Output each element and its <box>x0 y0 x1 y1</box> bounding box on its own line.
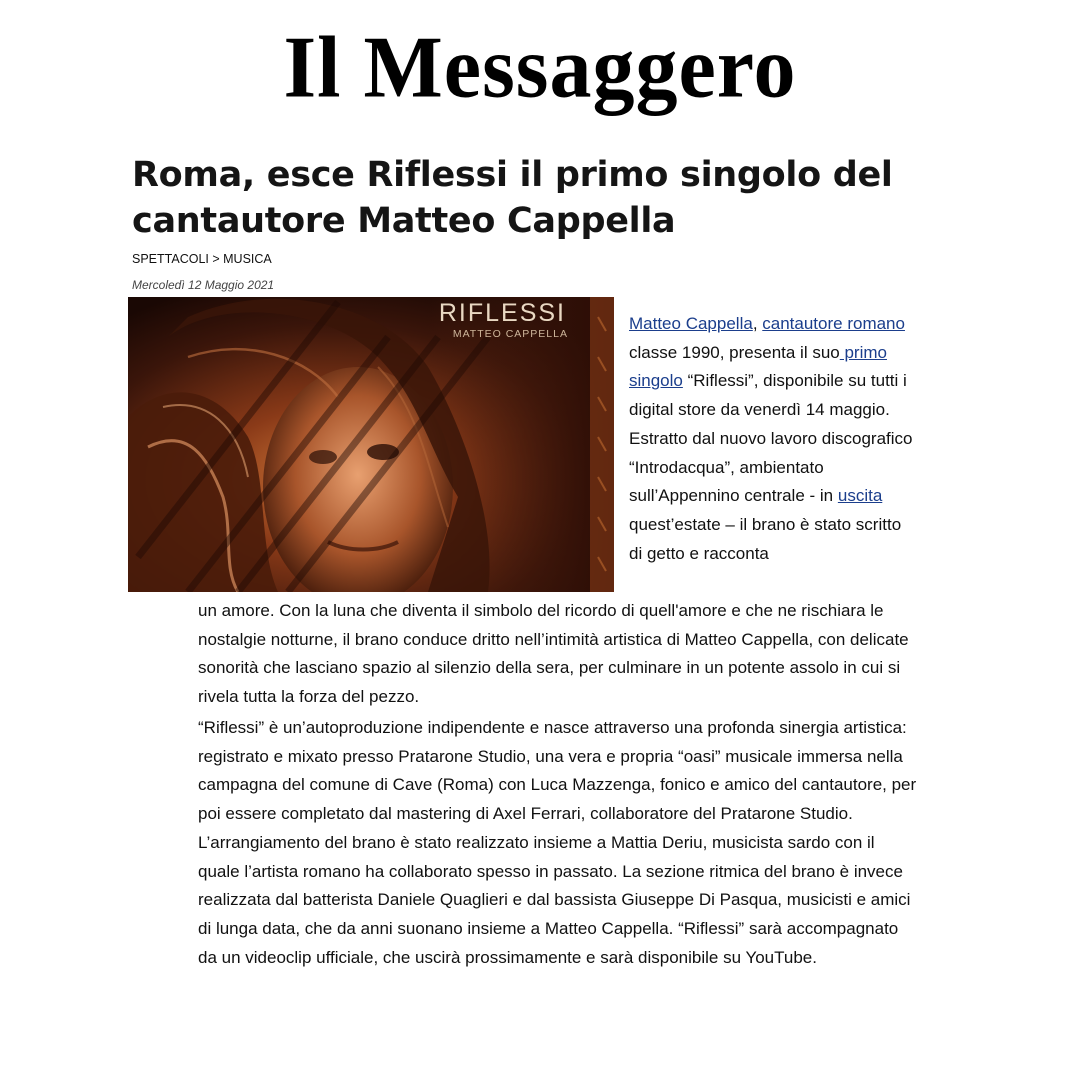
cover-subtitle: MATTEO CAPPELLA <box>452 328 568 340</box>
article-lead-continuation: un amore. Con la luna che diventa il simbolo del ricordo di quell'amore e che ne rischiara le nostalgie notturne, il brano conduce dritto nell’intimità artistica di Matteo Cappella, con delicate sonorità che lasciano spazio al silenzio della sera, per culminare in un potente assolo in cui si rivela tutta la forza del pezzo. <box>198 601 909 707</box>
article-paragraph-2: “Riflessi” è un’autoproduzione indipendente e nasce attraverso una profonda sinergia artistica: registrato e mixato presso Pratarone Studio, una vera e propria “oasi” musicale immersa nella campagna del comune di Cave (Roma) con Luca Mazzenga, fonico e amico del cantautore, per poi essere completato dal mastering di Axel Ferrari, collaboratore del Pratarone Studio. L’arrangiamento del brano è stato realizzato insieme a Mattia Deriu, musicista sardo con il quale l’artista romano ha collaborato spesso in passato. La sezione ritmica del brano è invece realizzata dal batterista Daniele Quaglieri e dal bassista Giuseppe Di Pasqua, musicisti e amici di lunga data, che da anni suonano insieme a Matteo Cappella. “Riflessi” sarà accompagnato da un videoclip ufficiale, che uscirà prossimamente e sarà disponibile su YouTube. <box>198 718 917 967</box>
breadcrumb-subsection-link[interactable]: MUSICA <box>223 252 272 266</box>
link-uscita[interactable]: uscita <box>837 486 883 506</box>
cover-photo-illustration <box>128 297 614 592</box>
cover-title: RIFLESSI <box>438 299 566 327</box>
article-date: Mercoledì 12 Maggio 2021 <box>132 278 275 292</box>
article-lead-paragraph <box>629 310 919 568</box>
breadcrumb <box>132 252 272 266</box>
lead-text-3: quest’estate – il brano è stato scritto di getto e racconta <box>629 514 902 563</box>
lead-separator: , <box>752 314 763 333</box>
masthead-logo[interactable]: Il Messaggero <box>283 18 797 117</box>
breadcrumb-section-link[interactable]: SPETTACOLI <box>132 252 209 266</box>
link-primo-singolo[interactable]: primo singolo <box>629 342 887 391</box>
lead-text-1: classe 1990, presenta il suo <box>629 342 840 362</box>
link-cantautore-romano[interactable]: cantautore romano <box>762 314 905 333</box>
article-headline: Roma, esce Riflessi il primo singolo del cantautore Matteo Cappella <box>132 155 893 241</box>
link-matteo-cappella[interactable]: Matteo Cappella <box>629 314 753 333</box>
breadcrumb-separator: > <box>208 252 224 266</box>
cover-image <box>128 297 614 592</box>
lead-text-2: “Riflessi”, disponibile su tutti i digital store da venerdì 14 maggio. Estratto dal nuovo lavoro discografico “Introdacqua”, ambientato sull’Appennino centrale - in <box>629 371 913 506</box>
